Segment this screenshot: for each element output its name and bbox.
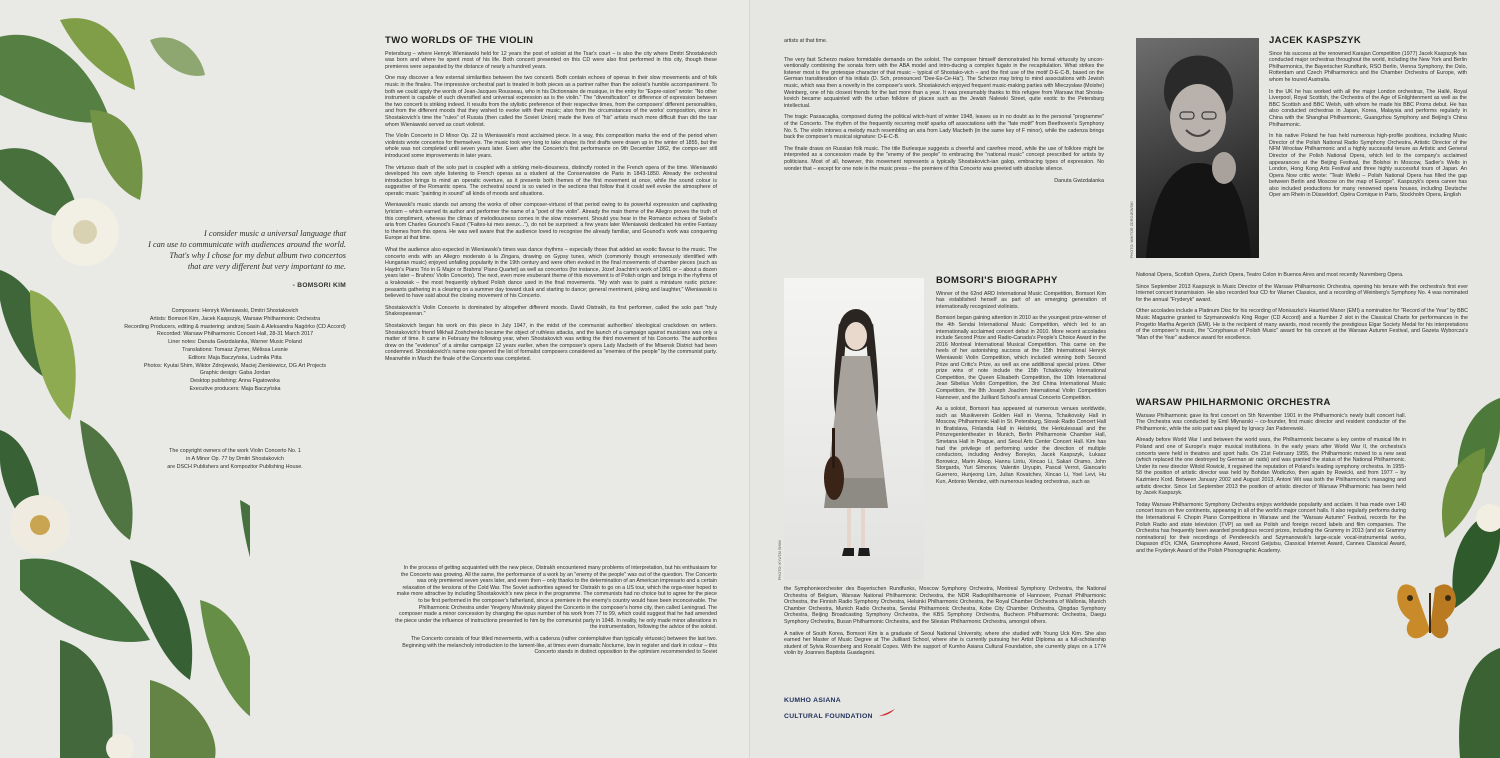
bio-paragraph: the Symphonieorchester des Bayerischen Rundfunks, Moscow Symphony Orchestra, Montreal Symphony Orchestra, the National Orchestra of Belgium, Warsaw National Philharmonic Orchestra, the NDR Radiophilharmonie of Hannover, Poznań Philharmonic Orchestra, the Finnish Radio Symphony Orchestra, Helsinki Philharmonic Orchestra, the Royal Chamber Orchestra of Wallonia, Munich Chamber Orchestra, Munich Radio Orchestra, Sendai Philharmonic Orchestra, Kobe City Chamber Orchestra, Qingdao Symphony Orchestra, Beijing Broadcasting Symphony Orchestra, the KBS Symphony Orchestra, Bucheon Philharmonic Orchestra, Daegu Symphony Orchestra, Busan Philharmonic Orchestra, and the Silesian Philharmonic Orchestra, amongst others. <box>784 586 1106 625</box>
credit-line: Recorded: Warsaw Philharmonic Concert Hall, 28-31 March 2017 <box>156 331 314 338</box>
photo-credit: PHOTO: KYUTAI SHIM <box>778 540 782 580</box>
article-author: Danuta Gwizdalanka <box>1054 178 1104 185</box>
bio-paragraph: Winner of the 62nd ARD International Music Competition, Bomsori Kim has established herself as part of an emerging generation of internationally recognized violinists. <box>936 290 1106 310</box>
right-page <box>750 0 1500 758</box>
kaspszyk-title: JACEK KASPSZYK <box>1269 35 1362 46</box>
copyright-line: are DSCH Publishers and Kompozitor Publishing House. <box>167 463 303 470</box>
kaspszyk-paragraph: In the UK he has worked with all the major London orchestras, The Hallé, Royal Liverpool, Royal Scottish, the Orchestra of the Age of Enlightenment as well as the BBC Scottish and BBC Welsh, with whom he made his BBC Proms debut. He has also conducted orchestras in Japan, Korea, Malaysia and performs regularly in China with the Shanghai Philharmonic, Guangzhou Symphony and Beijing's China Philharmonic. <box>1269 88 1467 128</box>
article-paragraph: Shostakovich's Violin Concerto is dominated by altogether different moods. David Oistrakh, its first performer, called the solo part "truly Shakespearean." <box>385 304 717 318</box>
article-paragraph: The virtuoso dash of the solo part is coupled with a striking melo-diousness, distinctly rooted in the French opera of the time. Wieniawski developed his own style listening to French operas as a student at the Conservatoire de Paris in 1843-1850. Already the orchestral introduction brings to mind an operatic overture, as it presents both themes of the first movement at once, while the sound colour is suggestive of the Romantic opera. The orchestral sound is so varied in the sections that follow that it could well evoke the atmosphere of operatic music "painting in sound" all kinds of moods and situations. <box>385 164 717 197</box>
credit-line: Desktop publishing: Anna Figatowska <box>190 378 280 385</box>
article-paragraph: The tragic Passacaglia, composed during the political witch-hunt of winter 1948, leaves us in no doubt as to the personal "programme" of the Concerto. The rhythm of the frequently recurring motif sparks off associations with the "fate motif" from Beethoven's Symphony No. 5. The violin intones a melody much resembling an aria from Lady Macbeth (in the same key of F minor), while the cadenza brings back the composer's musical signature: D-E-C-B. <box>784 114 1104 141</box>
article-paragraph: The Violin Concerto in D Minor Op. 22 is Wieniawski's most acclaimed piece. In a way, this composition marks the end of the period when violinists wrote concertos for themselves. The music took very long to take shape; its first drafts were drawn up in the winter of 1855, but the whole was not completed until seven years later. Even after the Concerto's first performance on 9th December 1862, the compo-ser still introduced some improvements in later years. <box>385 133 717 159</box>
warsaw-column <box>1136 397 1406 559</box>
article-column <box>385 35 717 368</box>
bio-column-wide <box>784 586 1106 662</box>
botanical-illustration-right <box>1390 358 1500 758</box>
article-paragraph: artists at that time. <box>784 38 828 44</box>
kaspszyk-paragraph: Other accolades include a Platinum Disc for his recording of Moniuszko's Haunted Manor (EMI) a nomination for "Record of the Year" by BBC Music Magazine granted to Szymanowski's King Roger (CD Accord) and a Number 2 slot in the Classical Charts for performances in the Progetto Martha Argerich (EMI). He is the recipient of many awards, most recently the prestigious Elgar Society Medal for his interpretations of the composer's music, the "Coryphaeus of Polish Music" award for his concert at the Warsaw Autumn Festival, and Gazeta Wyborcza's "Man of the Year" audience award for excellence. <box>1136 308 1468 341</box>
kaspszyk-paragraph: Since his success at the renowned Karajan Competition (1977) Jacek Kaspszyk has conducted major orchestras throughout the world, including the New York and Berlin Philharmonics, the Bayerischer Rundfunk, RSO Berlin, Vienna Symphony, the Oslo, Rotterdam and Czech Philharmonics and the Chamber Orchestra of Europe, with whom he toured Australia. <box>1269 50 1467 83</box>
quote-line: I can use to communicate with audiences around the world. <box>148 240 346 249</box>
article-paragraph: One may discover a few external similarities between the two concerti. Both contain echoes of operas in their slow movements and of folk music in the finales. The impressive orchestral part is treated in both pieces as a partner rather than the soloist's humble accompaniment. To both we could apply the words of Jean-Jacques Rousseau, who in his Dictionnaire de musique, in the entry for "Expre-ssion" wrote: "No other instrument is capable of such diversified and universal expression as is the violin." The "diversification" or difference of expression between the two concerti is striking indeed. It results from the stylistic preference of their respective times, from the composers' different personalities, and from the different moods that they wished to evoke with their music; also from the circumstances of the works' composition, since in Shostakovich's time the "rules" of Russia (then called the Soviet Union) made the lives of "his" artists much more difficult than did the tsar whom Wieniawski served as court violinist. <box>385 75 717 128</box>
copyright-notice <box>135 448 335 471</box>
warsaw-title: WARSAW PHILHARMONIC ORCHESTRA <box>1136 397 1331 408</box>
article-paragraph: Petersburg – where Henryk Wieniawski held for 12 years the post of soloist at the Tsar's court – is also the city where Dmitri Shostakovich was born and where he spent most of his life. Both concerti presented on this CD were also first performed in this city, though these premieres were separated by the distance of nearly a hundred years. <box>385 50 717 70</box>
logo-line: KUMHO ASIANA <box>784 697 841 704</box>
bio-paragraph: A native of South Korea, Bomsori Kim is a graduate of Seoul National University, where she studied with Young Uck Kim. She also earned her Master of Music Degree at The Juilliard School, where she is currently pursuing her Artist Diploma as a full-scholarship student of Sylvia Rosenberg and Ronald Copes. With the support of Kumho Asiana Cultural Foundation, she currently plays on a 1774 violin by Joannes Baptista Guadagnini. <box>784 630 1106 657</box>
credit-line: Translations: Tomasz Zymer, Mélissa Lesnie <box>182 346 288 353</box>
logo-swoosh-icon <box>877 708 897 718</box>
copyright-line: in A Minor Op. 77 by Dmitri Shostakovich <box>186 455 284 462</box>
quote-line: I consider music a universal language that <box>204 229 346 238</box>
credit-line: Editors: Maja Baczyńska, Ludmiła Pitta <box>188 354 282 361</box>
bio-title: BOMSORI'S BIOGRAPHY <box>936 275 1058 286</box>
conductor-portrait <box>1136 38 1259 258</box>
credit-line: Composers: Henryk Wieniawski, Dmitri Shostakovich <box>171 308 299 314</box>
article-paragraph: The very fast Scherzo makes formidable demands on the soloist. The composer himself demonstrated his formal virtuosity by uncon-ventionally combining the sonata form with the ABA model and intro-ducing a complex fugato in the recapitulation. What strikes the listener most is the grotesque character of that music – typical of Shostako-vich – and the first use of the motif D-E-C-B, based on the German transliteration of his initials (D. Sch, pronounced "Dee-Es-Ce-Ha"). The Scherzo may bring to mind associations with Jewish music, which was then a novelty in the composer's work. Shostakovich enjoyed frequent music-making parties with Mieczysław (Moishe) Weinberg, one of his closest friends for the last more than a year. It was presumably thanks to this refugee from Warsaw that Shosta-kovich became acquainted with the urban folklore of places such as the Jewish Nalewki Street, quite exotic to the Petersburg intellectual. <box>784 56 1104 109</box>
article-paragraph: The finale draws on Russian folk music. The title Burlesque suggests a cheerful and carefree mood, while the use of folklore might be interpreted as a concession made by the "enemy of the people" to embracing the "national music" concept prescribed for artists by politicians. Most of all, however, this movement represents a typically Shostakovich-ian galop, embracing types of expression. No wonder that – except for one note in the music press – the premiere of this Concerto was greeted with absolute silence. <box>784 145 1104 172</box>
quote-author: - BOMSORI KIM <box>292 282 346 289</box>
warsaw-paragraph: Already before World War I and between the world wars, the Philharmonic became a key centre of musical life in Poland and one of Europe's major musical institutions. In the early years after World War II, the orchestra's concerts were held in theatres and sport halls. On 21st February 1955, the Philharmonic moved to a new seat (which replaced the one destroyed by German air raids) and was granted the status of the National Philharmonic. Under its new director Witold Rowicki, it regained the reputation of Poland's leading symphony orchestra. In 1955-58 the position of artistic director was held by Bohdan Wodiczko, then again by Rowicki, and from 1977 – by Kazimierz Kord. Between January 2002 and August 2013, Antoni Wit was both the Philharmonic's managing and artistic director. Since 1st September 2013 the position of artistic director of Warsaw Philharmonic has been held by Jacek Kaspszyk. <box>1136 437 1406 497</box>
violinist-figure <box>784 278 924 580</box>
kaspszyk-paragraph: National Opera, Scottish Opera, Zurich Opera, Teatro Colon in Buenos Aires and most recently Nuremberg Opera. <box>1136 272 1404 278</box>
article-continuation <box>784 38 1104 185</box>
warsaw-paragraph: Today Warsaw Philharmonic Symphony Orchestra enjoys worldwide popularity and acclaim. It has made over 140 concert tours on five continents, appearing in all of the world's major concert halls. It also regularly performs during the International F. Chopin Piano Competitions in Warsaw and the "Warsaw Autumn" Festival, records for the Polish Radio and state television (TVP) as well as Polish and foreign record labels and film companies. The Orchestra has frequently been awarded prestigious record prizes, including the Grammy in 2013 (and six Grammy nominations) for their recordings of Penderecki's and Szymanowski's large-scale vocal-instrumental works, Diapason d'Or, ICMA, Gramophone Award, Record Geijutsu, Classical Internet Award, Cannes Classical Award, and the Fryderyk Award of the Polish Phonographic Academy. <box>1136 501 1406 554</box>
warsaw-paragraph: Warsaw Philharmonic gave its first concert on 5th November 1901 in the Philharmonic's newly built concert hall. The Orchestra was conducted by Emil Młynarski – co-founder, first music director and resident conductor of the Philharmonic, while the solo part was played by Ignacy Jan Paderewski. <box>1136 412 1406 432</box>
quote-line: That's why I chose for my debut album two concertos <box>169 251 346 260</box>
album-credits <box>85 308 385 394</box>
kaspszyk-column <box>1269 35 1467 204</box>
article-column-lower <box>395 565 717 661</box>
bio-paragraph: Bomsori began gaining attention in 2010 as the youngest prize-winner of the 4th Sendai International Music Competition, which led to an internationally acclaimed concert debut in 2010. More recent accolades include Second Prize and Radio-Canada's People's Choice Award in the 2016 Montreal International Musical Competition. This came on the heels of her astonishing success at the 15th International Henryk Wieniawski Violin Competition, which included winning both Second Prize and Critic's Prize, as well as one additional special prizes. Other prize wins of note include the 15th Tchaikovsky International Competition, the Queen Elisabeth Competition, the 10th International Jean Sibelius Violin Competition, the 3rd China International Music Competition, the 8th Joseph Joachim International Violin Competition Hannover, and the Juilliard School's annual Concerto Competition. <box>936 315 1106 401</box>
article-title: TWO WORLDS OF THE VIOLIN <box>385 35 534 46</box>
logo-line: CULTURAL FOUNDATION <box>784 712 873 720</box>
credit-line: Liner notes: Danuta Gwizdalanka, Warner Music Poland <box>168 339 302 346</box>
article-paragraph: The Concerto consists of four titled movements, with a cadenza (rather contemplative than typically virtuosic) between the last two. Beginning with the melancholy introduction to the lament-like, at times even dramatic Nocturne, low in register and dark in colour – this Concerto stands in distinct opposition to the optimism recommended to Soviet <box>402 635 717 656</box>
kaspszyk-paragraph: In his native Poland he has held numerous high-profile positions, including Music Director of the Polish National Radio Symphony Orchestra, Artistic Director of the NFM Wrocław Philharmonic and a highly successful tenure as Artistic and General Director of the Polish National Opera, which led to the company's acclaimed appearances at the Beijing Festival, the Bolshoi in Moscow, Sadler's Wells in London, Hong Kong Arts Festival and three highly successful tours of Japan. An Opera Now critic wrote: "Teatr Wielki – Polish National Opera has filled the gap between Berlin and Moscow on the map of Europe". Kaspszyk's opera career has also included productions for many renowned opera houses, including Deutsche Oper am Rhein in Düsseldorf, Opéra Comique in Paris, Stockholm Opera, English <box>1269 133 1467 199</box>
article-paragraph: Wieniawski's music stands out among the works of other composer-virtuosi of that period owing to its powerful expression and captivating lyricism – which earned its author and performer the name of a "poet of the violin". Already the main theme of the Allegro proves the truth of this compliment, whereas the climax of melodiousness comes in the slow movement. Should you hear in the Romance echoes of Siebel's aria from Charles Gounod's Faust ("Faites-lui mes aveux..."), do not be surprised: a few years later Wieniawski dedicated his entire Fantasy to themes from this opera. He was well aware that the audience loved to recognise the already familiar, and Gounod's work was conquering Europe at that time. <box>385 202 717 242</box>
pull-quote <box>130 228 346 291</box>
kaspszyk-paragraph: Since September 2013 Kaspszyk is Music Director of the Warsaw Philharmonic Orchestra, opening his tenure with the orchestra's first ever Internet concert transmission. He also recorded four CD for Warner Classics, and a recording of Weinberg's Symphony No. 4 was nominated for the annual "Fryderyk" award. <box>1136 283 1468 303</box>
credit-line: Photos: Kyutai Shim, Wiktor Zdrojewski, Maciej Zienkiewicz, DG Art Projects <box>143 362 327 369</box>
article-paragraph: What the audience also expected in Wieniawski's times was dance rhythms – especially those that added an exotic flavour to the music. The concerto ends with an Allegro moderato à la Zingara, drawing on Gypsy tunes, which (commonly though erroneously identified with Hungarian music) enjoyed unfailing popularity in the 19th century and were often evoked in the final movements of chamber pieces (such as Haydn's Piano Trio in G Major or Brahms' Piano Quartet) as well as concertos (for instance, Józef Joachim's work of 1861 or – about a dozen years later – Brahms' Violin Concerto). The next, even more exuberant theme of this movement is of Polish origin and brings in the rhythms of a krakowiak – the most frequently stylised Polish dance used in the final movements. "My wish was to paint a miniature rustic picture: peasants gathering in a clearing on a summer day toward dusk and starting to dance; general merriment, joking and laughter," Wieniawski is believed to have said about the closing movement of his Concerto. <box>385 247 717 300</box>
bio-paragraph: As a soloist, Bomsori has appeared at numerous venues worldwide, such as Musikverein Golden Hall in Vienna, Tchaikovsky Hall in Moscow, Philharmonic Hall in St. Petersburg, Slovak Radio Concert Hall in Bratislava, Finlandia Hall in Helsinki, the Herkulessaal and the Prinzregententheater in Munich, Berlin Philharmonie Chamber Hall, Smetana Hall in Prague, and Seoul Arts Center Concert Hall. Kim has had the privilege of performing under the direction of multiple conductors, including Andrey Boreyko, Jacek Kaspszyk, Łukasz Borowicz, Marin Alsop, Hannu Lintu, Xincao Li, Sakari Oramo, John Storgards, Yuri Simonov, Valentin Uryupin, Pascal Verrot, Giancarlo Guerrero, Hunjeong Lim, Julian Kovatchev, Xincao Li, Yoel Levi, Hu Kun, Antonio Mendez, with numerous leading orchestras, such as <box>936 406 1106 485</box>
credit-line: Artists: Bomsori Kim, Jacek Kaspszyk, Warsaw Philharmonic Orchestra <box>149 315 321 322</box>
butterfly-icon <box>1397 584 1456 638</box>
kaspszyk-photo <box>1136 38 1259 258</box>
article-paragraph: In the process of getting acquainted with the new piece, Oistrakh encountered many problems of interpretation, but his enthusiasm for the Concerto was growing. All the same, the performance of a work by an "enemy of the people" was out of the question. The Concerto was only premiered seven years later, and even then – only thanks to the determination of an American impresario and a certain relaxation of the tensions of the Cold War. The Soviet authorities agreed for Oistrakh to go on a US tour, which the orga-niser hoped to make more attractive by including Shostakovich's new piece in the programme. The communists had no choice but to agree for the piece to be first performed in the composer's fatherland, since a premiere in the enemy's country would have been inconceivable. The Philharmonic Orchestra under Yevgeny Mravinsky played the Concerto in the composer's home city, then called Leningrad. The composer made a minor concession by changing the opus number of his work from 77 to 99, which could suggest that he had amended the piece under the influence of instructions presented to him by the communist party in 1948. In reality, he only made minor alterations in the instrumentation, following the advice of the soloist. <box>395 565 717 631</box>
photo-credit: PHOTO: WIKTOR ZDROJEWSKI <box>1130 201 1134 258</box>
quote-line: that are very different but very important to me. <box>187 262 346 271</box>
bomsori-photo <box>784 278 924 580</box>
kaspszyk-column-wide <box>1136 272 1468 346</box>
bio-column <box>936 275 1106 490</box>
article-paragraph: Shostakovich began his work on this piece in July 1947, in the midst of the communist authorities' ideological crackdown on writers. Shostakovich's friend Mikhail Zoshchenko became the object of ruthless attacks, and the launch of a campaign against musicians was only a matter of time. It came in February the following year, when Shostakovich was writing the third movement of his Concerto. The authorities drew on the "evidence" of a similar campaign 12 years earlier, when the composer's opera Lady Macbeth of the Mtsensk District had been condemned. Shostakovich's name now opened the list of formalist composers considered as "enemies of the people" by the communist party. Meanwhile in March the finale of the Concerto was completed. <box>385 322 717 362</box>
copyright-line: The copyright owners of the work Violin Concerto No. 1 <box>169 448 301 454</box>
credit-line: Executive producers: Maja Baczyńska <box>189 385 281 392</box>
kumho-asiana-logo <box>784 697 897 723</box>
credit-line: Recording Producers, editing & mastering: andrzej Sasin & Aleksandra Nagórko (CD Accord) <box>124 323 346 330</box>
credit-line: Graphic design: Gaba Jordan <box>199 370 271 377</box>
